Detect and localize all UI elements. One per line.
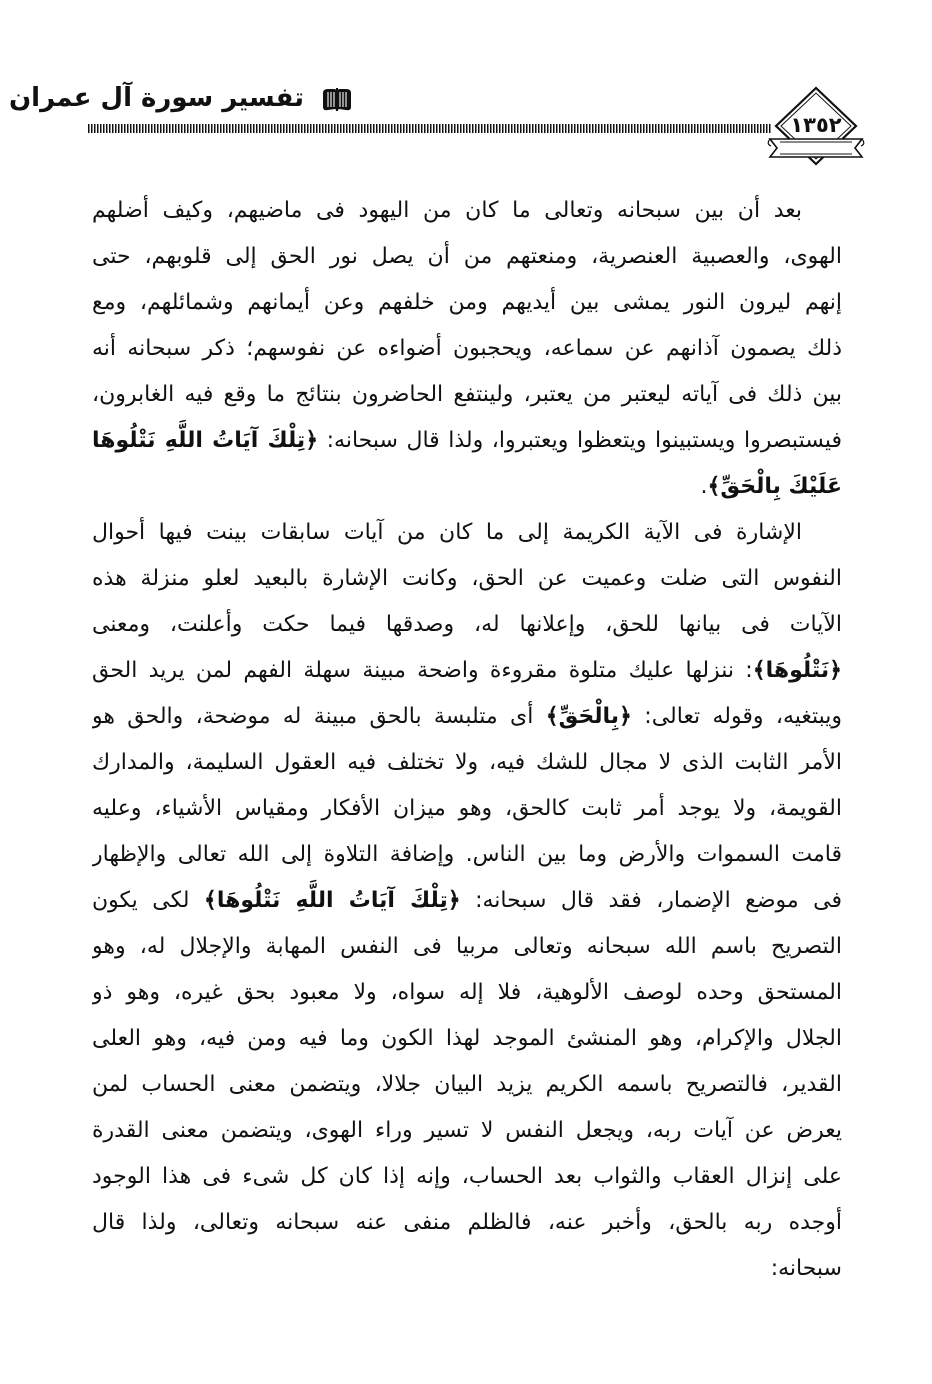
text-line: التصريح باسم الله سبحانه وتعالى مربيا فى النفس المهابة والإجلال له، وهو [92,934,842,959]
text-line [92,648,842,694]
page-number: ١٣٥٢ [790,113,842,137]
line-text: : ننزلها عليك متلوة مقروءة واضحة مبينة سهلة الفهم لمن يريد الحق [92,658,753,683]
text-line [92,418,842,464]
text-line [92,878,842,924]
text-line: الإشارة فى الآية الكريمة إلى ما كان من آيات سابقات بينت فيها أحوال [92,520,802,545]
line-text: لكى يكون [92,888,204,913]
text-line: بين ذلك فى آياته ليعتبر من يعتبر، ولينتفع الحاضرون بنتائج ما وقع فيه الغابرون، [92,382,842,407]
quran-quote: ﴿تِلْكَ آيَاتُ اللَّهِ نَتْلُوهَا﴾ [203,888,461,913]
body-text [92,188,842,1292]
text-line: أوجده ربه بالحق، وأخبر عنه، فالظلم منفى عنه سبحانه وتعالى، ولذا قال [92,1210,842,1235]
paragraph [92,188,842,510]
text-line: المستحق وحده لوصف الألوهية، فلا إله سواه، ولا معبود بحق غيره، وهو ذو [92,980,842,1005]
line-text: فى موضع الإضمار، فقد قال سبحانه: [460,888,842,913]
running-title: تفسير سورة آل عمران [8,83,304,113]
text-line: الأمر الثابت الذى لا مجال للشك فيه، ولا تختلف فيه العقول السليمة، والمدارك [92,750,842,775]
text-line: على إنزال العقاب والثواب بعد الحساب، وإنه إذا كان كل شىء فى هذا الوجود [92,1164,842,1189]
text-line: سبحانه: [770,1256,842,1281]
paragraph [92,510,842,1292]
text-line: الهوى، والعصبية العنصرية، ومنعتهم من أن يصل نور الحق إلى قلوبهم، حتى [92,244,842,269]
text-line: القدير، فالتصريح باسمه الكريم يزيد البيان جلالا، ويتضمن معنى الحساب لمن [92,1072,842,1097]
line-text: فيستبصروا ويستبينوا ويتعظوا ويعتبروا، ولذا قال سبحانه: [318,428,842,453]
text-line: القويمة، ولا يوجد أمر ثابت كالحق، وهو ميزان الأفكار ومقياس الأشياء، وعليه [92,796,842,821]
book-ornament-icon [320,84,354,114]
header-rule [88,124,772,133]
text-line: ذلك يصمون آذانهم عن سماعه، ويحجبون أضواءه عن نفوسهم؛ ذكر سبحانه أنه [92,336,842,361]
text-line: يعرض عن آيات ربه، ويجعل النفس لا تسير وراء الهوى، ويتضمن معنى القدرة [92,1118,842,1143]
line-text: أى متلبسة بالحق مبينة له موضحة، والحق هو [92,704,546,729]
text-line: الآيات فى بيانها للحق، وإعلانها له، وصدقها فيما حكت وأعلنت، ومعنى [92,612,842,637]
text-line: بعد أن بين سبحانه وتعالى ما كان من اليهود فى ماضيهم، وكيف أضلهم [92,198,802,223]
quran-quote: ﴿بِالْحَقِّ﴾ [545,704,632,729]
text-line: الجلال والإكرام، وهو المنشئ الموجد لهذا الكون وما فيه ومن فيه، وهو العلى [92,1026,842,1051]
text-line [92,464,842,510]
line-text: ويبتغيه، وقوله تعالى: [631,704,842,729]
text-line: النفوس التى ضلت وعميت عن الحق، وكانت الإشارة بالبعيد لعلو منزلة هذه [92,566,842,591]
text-line: قامت السموات والأرض وما بين الناس. وإضافة التلاوة إلى الله تعالى والإظهار [92,842,842,867]
text-line [92,694,842,740]
quran-quote: عَلَيْكَ بِالْحَقِّ﴾ [707,474,842,499]
quran-quote: ﴿نَتْلُوهَا﴾ [752,658,842,683]
text-line: إنهم ليرون النور يمشى بين أيديهم ومن خلفهم وعن أيمانهم وشمائلهم، ومع [92,290,842,315]
line-text: . [700,474,708,499]
quran-quote: ﴿تِلْكَ آيَاتُ اللَّهِ نَتْلُوهَا [92,428,319,453]
